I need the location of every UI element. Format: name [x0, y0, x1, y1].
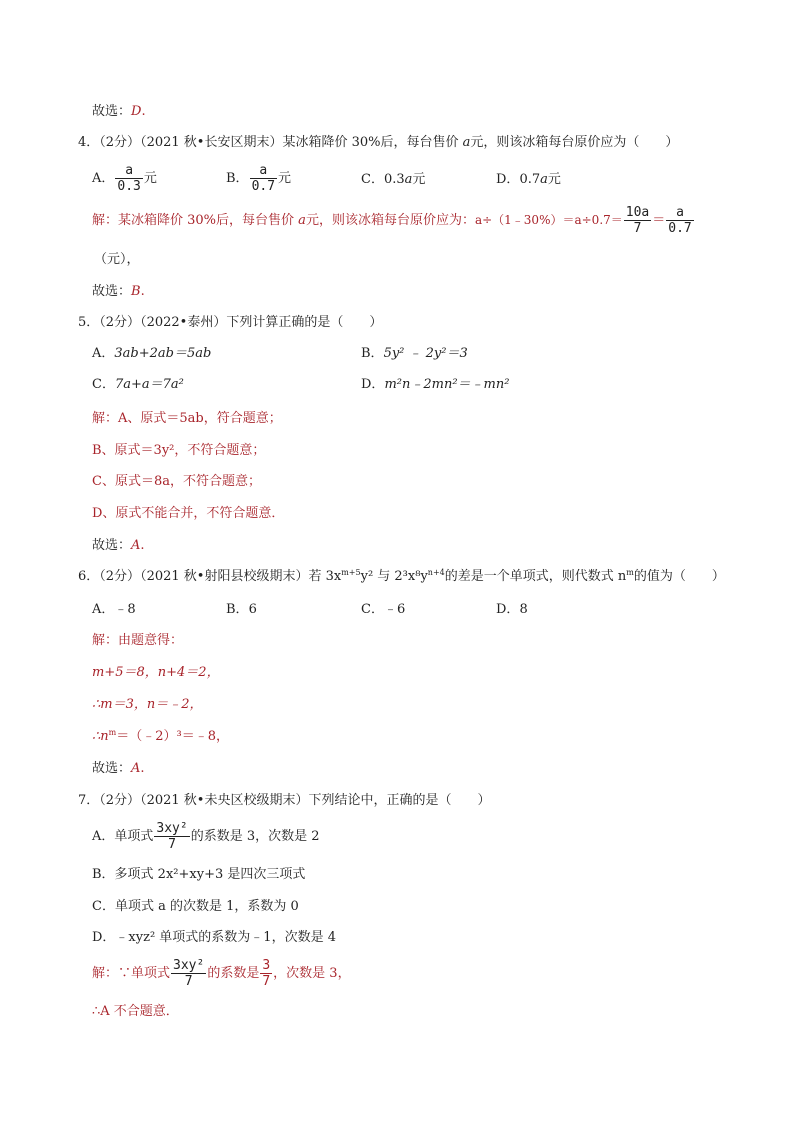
answer-prefix: 故选：: [92, 284, 132, 299]
solution-text: 解：由题意得：: [92, 633, 184, 648]
fraction-denominator: 7: [184, 974, 193, 989]
q5-solution-line-3: [92, 473, 261, 491]
option-text: C．单项式 a 的次数是 1，系数为 0: [92, 899, 299, 914]
q5-solution-line-2: [92, 442, 265, 460]
q4-option-a: [92, 163, 157, 194]
option-label: B．: [226, 602, 249, 617]
question-text: 的值为（ ）: [633, 569, 725, 584]
question-text-end: 元，则该冰箱每台原价应为（ ）: [470, 135, 679, 150]
solution-text: ＝（﹣2）³＝﹣8，: [116, 729, 230, 744]
option-label: A．: [92, 602, 115, 617]
answer-letter: D: [131, 104, 142, 119]
option-text: B．多项式 2x²+xy+3 是四次三项式: [92, 867, 306, 882]
answer-letter: A: [131, 761, 141, 776]
q4-option-c: [361, 171, 425, 189]
solution-expression: a÷（1﹣30%）＝a÷0.7＝: [474, 213, 623, 227]
answer-end: .: [140, 761, 145, 776]
option-text: 5y² ﹣ 2y²＝3: [383, 346, 468, 361]
option-text: 7a+a＝7a²: [114, 377, 184, 392]
answer-prefix: 故选：: [92, 538, 132, 553]
solution-text: ∴n: [92, 729, 109, 744]
option-text: 3ab+2ab＝5ab: [114, 346, 212, 361]
option-fraction: [250, 163, 277, 194]
q6-solution-line-3: [92, 696, 203, 714]
option-coef: 0.3: [383, 172, 405, 187]
solution-text: B、原式＝3y²，不符合题意；: [92, 443, 266, 458]
solution-unit: （元），: [94, 252, 140, 267]
question-number: 5．: [78, 315, 100, 330]
solution-fraction-1: [624, 205, 651, 236]
q6-solution-line-4: [92, 728, 229, 746]
q4-option-b: [226, 163, 291, 194]
option-label: D．: [496, 172, 520, 187]
option-text: ﹣8: [114, 602, 136, 617]
q6-option-d: [496, 601, 528, 619]
fraction-numerator: a: [250, 163, 277, 179]
question-text: 若 3x: [308, 569, 342, 584]
q4-solution-unit: [94, 251, 140, 269]
option-label: A．: [92, 829, 115, 844]
answer-end: .: [140, 538, 145, 553]
question-text: 的差是一个单项式，则代数式 n: [444, 569, 627, 584]
solution-text: ，次数是 3，: [273, 966, 351, 981]
q5-option-a: [92, 345, 211, 363]
question-source: （2021 秋•长安区期末）: [140, 135, 283, 150]
q7-stem: [78, 792, 490, 810]
fraction-denominator: 7: [633, 221, 642, 236]
fraction-denominator: 7: [168, 837, 176, 852]
q6-option-b: [226, 601, 257, 619]
q5-solution-line-4: [92, 505, 284, 523]
option-unit: 元: [412, 172, 426, 187]
option-text: 6: [248, 602, 257, 617]
solution-text: D、原式不能合并，不符合题意．: [92, 506, 285, 521]
fraction-numerator: 3: [262, 958, 271, 973]
question-text: 某冰箱降价 30%后，每台售价: [282, 135, 463, 150]
answer-prefix: 故选：: [92, 104, 132, 119]
q5-stem: [78, 314, 382, 332]
option-unit: 元: [547, 172, 561, 187]
solution-text-2: 元，则该冰箱每台原价应为：: [305, 213, 475, 228]
answer-letter: B: [131, 284, 141, 299]
solution-text: m+5＝8，n+4＝2，: [92, 665, 220, 680]
fraction-numerator: 3xy²: [156, 821, 188, 836]
question-score: （2分）: [99, 315, 141, 330]
solution-text: 的系数是: [207, 966, 260, 981]
option-text: m²n﹣2mn²＝﹣mn²: [384, 377, 510, 392]
q5-option-c: [92, 376, 184, 394]
fraction-numerator: 3xy²: [173, 958, 205, 973]
answer-end: .: [141, 104, 146, 119]
q3-answer-line: [92, 103, 146, 121]
exponent: m: [108, 728, 117, 737]
solution-fraction-2: [260, 958, 272, 989]
q7-option-b: [92, 866, 305, 884]
question-score: （2分）: [99, 569, 141, 584]
question-score: （2分）: [99, 135, 141, 150]
option-label: A．: [92, 346, 115, 361]
q7-solution-line-2: [92, 1003, 179, 1021]
q7-option-c: [92, 898, 299, 916]
q4-option-d: [496, 171, 561, 189]
option-label: C．: [361, 602, 384, 617]
fraction-denominator: 0.7: [668, 221, 692, 236]
answer-end: .: [140, 284, 145, 299]
question-score: （2分）: [99, 793, 141, 808]
q4-answer-line: [92, 283, 145, 301]
fraction-denominator: 7: [262, 974, 271, 989]
option-label: C．: [92, 377, 115, 392]
question-source: （2021 秋•射阳县校级期末）: [140, 569, 309, 584]
option-var: a: [540, 172, 548, 187]
fraction-numerator: a: [115, 163, 142, 179]
answer-letter: A: [131, 538, 141, 553]
answer-prefix: 故选：: [92, 761, 132, 776]
fraction-denominator: 0.3: [117, 179, 141, 194]
question-text: 下列计算正确的是（ ）: [226, 315, 383, 330]
q5-answer-line: [92, 537, 145, 555]
solution-text: 解：∵单项式: [92, 966, 171, 981]
option-label: C．: [361, 172, 384, 187]
option-text: D．﹣xyz² 单项式的系数为﹣1，次数是 4: [92, 930, 336, 945]
question-number: 6．: [78, 569, 100, 584]
option-label: B．: [226, 171, 249, 186]
solution-text: ∴A 不合题意．: [92, 1004, 179, 1019]
option-var: a: [404, 172, 413, 187]
q4-solution-line-1: [92, 205, 695, 236]
q6-solution-line-2: [92, 664, 220, 682]
solution-fraction-1: [171, 958, 206, 989]
question-source: （2021 秋•未央区校级期末）: [140, 793, 309, 808]
q7-solution-line-1: [92, 958, 351, 989]
question-text: 下列结论中，正确的是（ ）: [308, 793, 491, 808]
option-coef: 0.7: [519, 172, 541, 187]
fraction-denominator: 0.7: [251, 179, 276, 194]
q6-solution-line-1: [92, 632, 183, 650]
q6-stem: [78, 568, 725, 586]
q5-option-b: [361, 345, 468, 363]
q6-option-a: [92, 601, 136, 619]
solution-text: 解：某冰箱降价 30%后，每台售价: [92, 213, 299, 228]
q5-solution-line-1: [92, 410, 282, 428]
option-label: B．: [361, 346, 384, 361]
exponent: n+4: [427, 568, 445, 577]
option-label: D．: [361, 377, 385, 392]
option-label: D．: [496, 602, 520, 617]
q7-option-a: [92, 821, 320, 852]
option-text: 单项式: [114, 829, 154, 844]
solution-text: ∴m＝3，n＝﹣2，: [92, 697, 203, 712]
exponent: m+5: [341, 568, 361, 577]
solution-text: C、原式＝8a，不符合题意；: [92, 474, 261, 489]
option-fraction: [154, 821, 189, 852]
question-number: 4．: [78, 135, 100, 150]
solution-fraction-2: [666, 205, 693, 236]
question-variable: a: [462, 135, 471, 150]
fraction-numerator: a: [666, 205, 693, 221]
option-label: A．: [92, 171, 115, 186]
q6-option-c: [361, 601, 405, 619]
option-fraction: [115, 163, 142, 194]
solution-text: 解：A、原式＝5ab，符合题意；: [92, 411, 282, 426]
question-text: y² 与 2³x⁸y: [360, 569, 428, 584]
question-number: 7．: [78, 793, 100, 808]
option-text: 8: [519, 602, 528, 617]
q5-option-d: [361, 376, 509, 394]
fraction-numerator: 10a: [625, 205, 650, 220]
solution-variable: a: [298, 213, 306, 228]
q6-answer-line: [92, 760, 145, 778]
option-unit: 元: [143, 171, 157, 186]
option-text: 的系数是 3，次数是 2: [190, 829, 320, 844]
question-source: （2022•泰州）: [140, 315, 227, 330]
solution-equals: ＝: [652, 213, 666, 228]
option-unit: 元: [278, 171, 292, 186]
q7-option-d: [92, 929, 336, 947]
exponent: m: [626, 568, 634, 577]
q4-stem: [78, 134, 678, 152]
option-text: ﹣6: [383, 602, 406, 617]
